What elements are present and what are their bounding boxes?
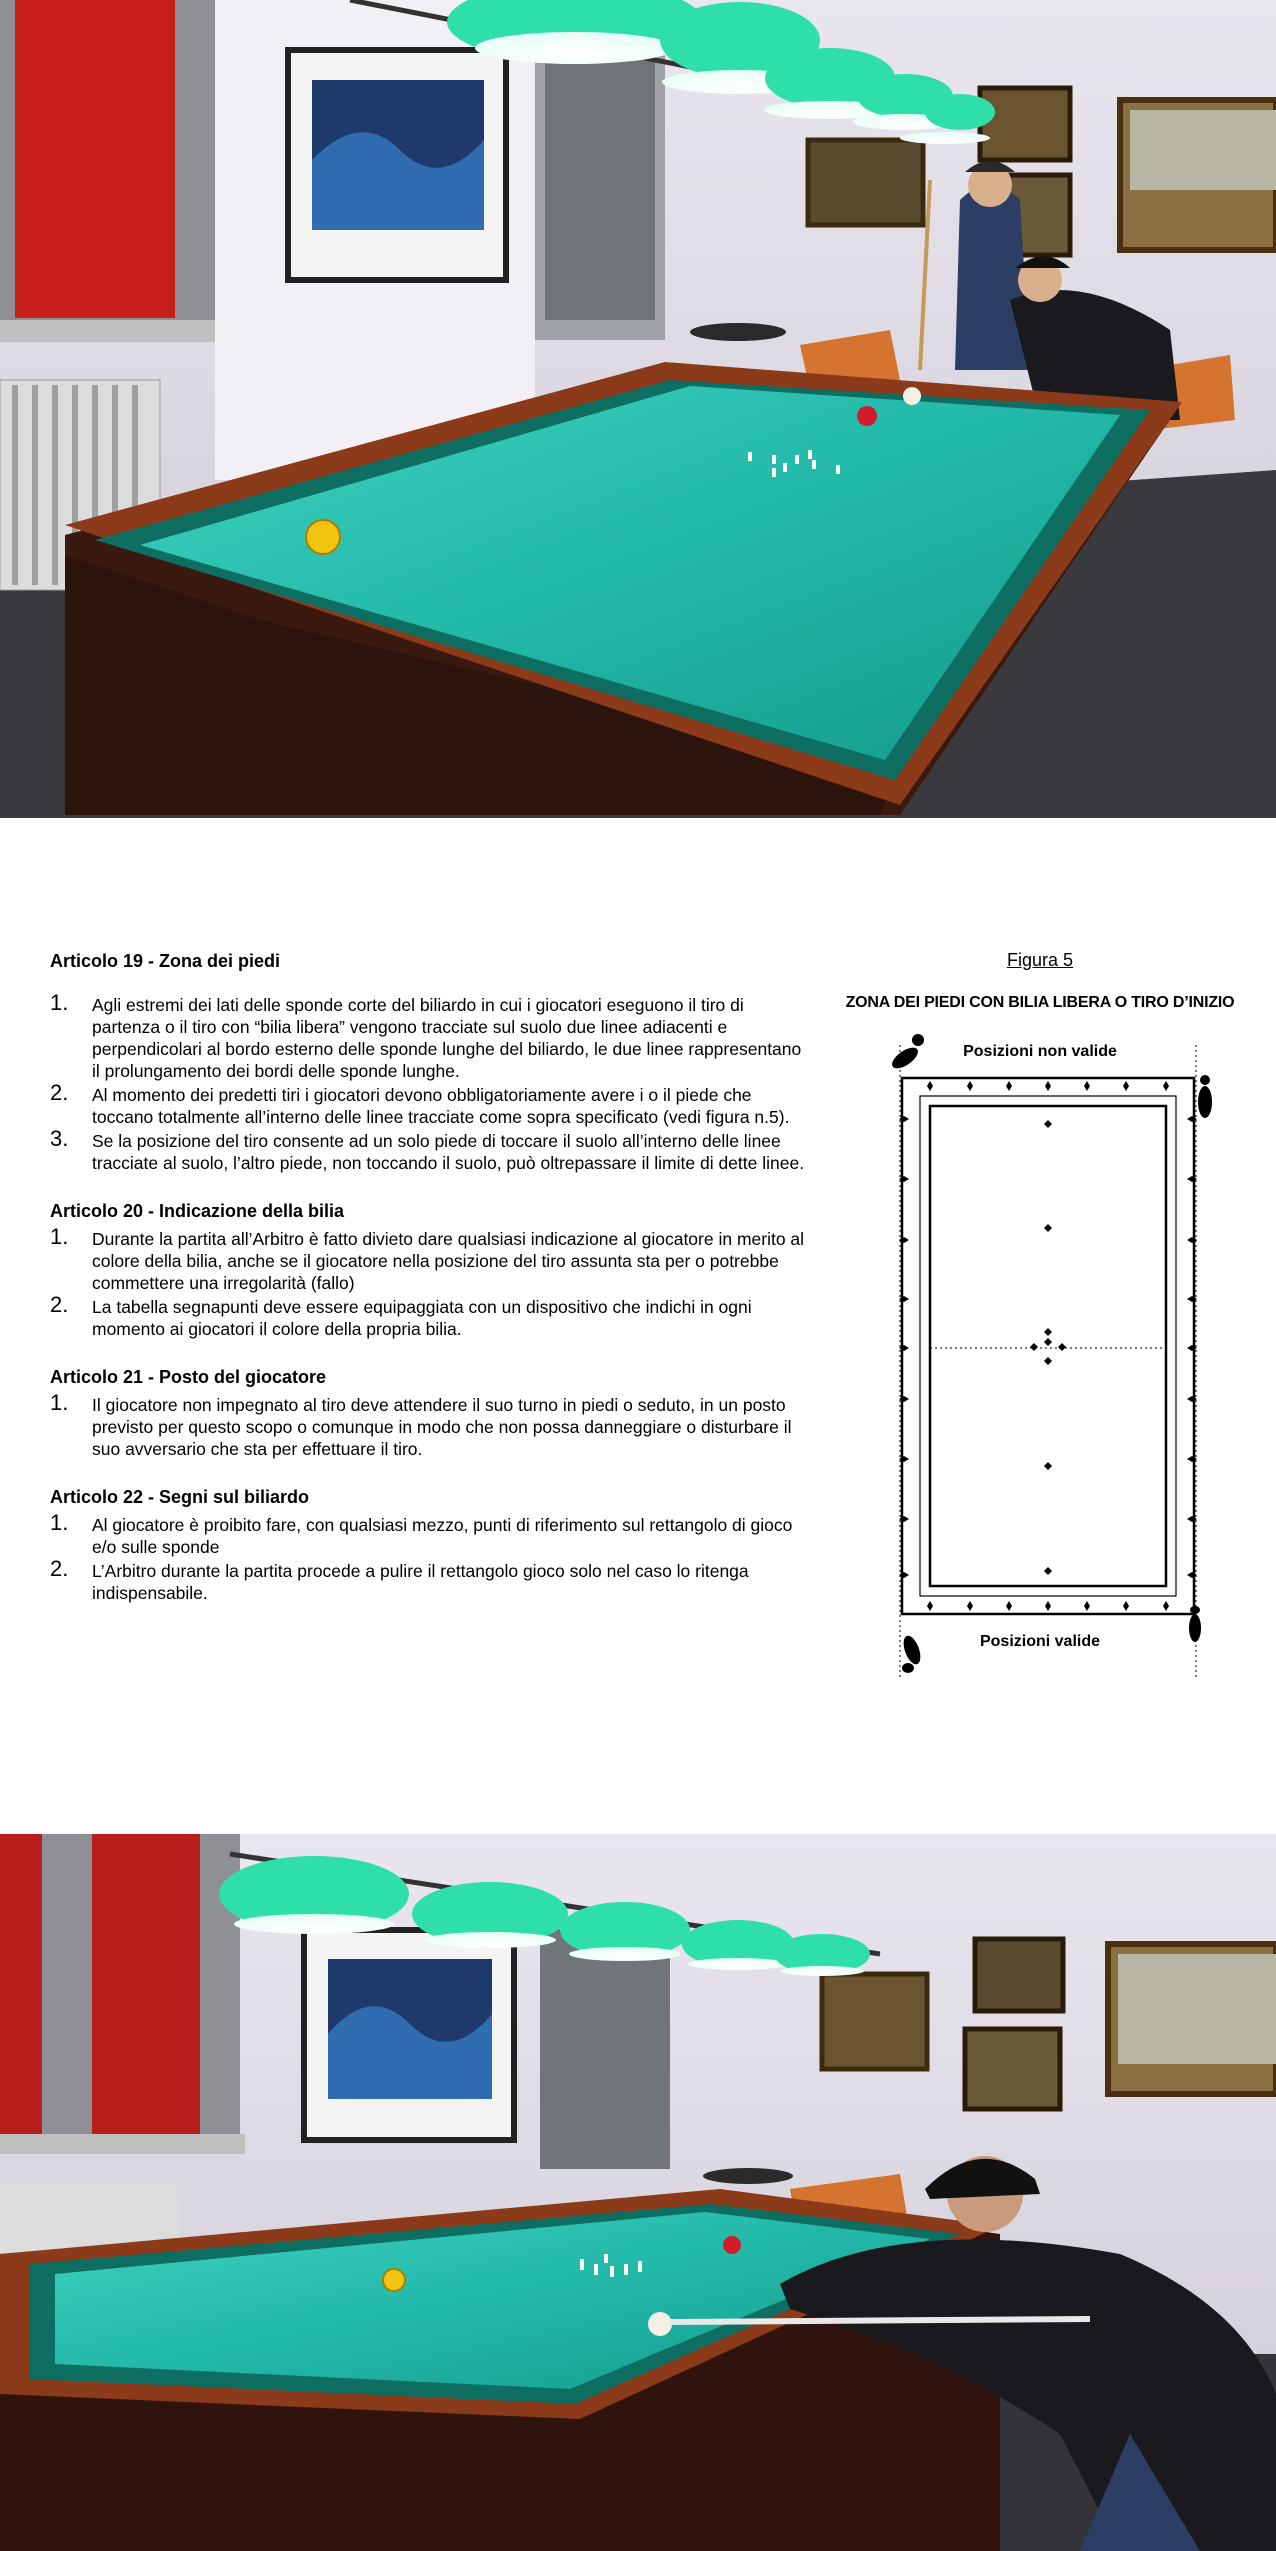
photo-billiard-room-bottom <box>0 1834 1276 2551</box>
item-number: 2. <box>50 1556 69 1581</box>
item-number: 2. <box>50 1080 69 1105</box>
list-item <box>50 1292 810 1340</box>
item-text: Se la posizione del tiro consente ad un solo piede di toccare il suolo all’interno delle linee tracciate al suolo, l’altro piede, non toccando il suolo, può oltrepassare il limite di dette linee. <box>92 1131 805 1173</box>
figure-5-diagram <box>820 950 1260 1690</box>
item-text: Agli estremi dei lati delle sponde corte del biliardo in cui i giocatori eseguono il tiro di partenza o il tiro con “bilia libera” vengono tracciate sul suolo due linee adiacenti e perpendicolari al bordo esterno delle sponde lunghe del biliardo, le due linee rappresentano il prolungamento dei bordi delle sponde lunghe. <box>92 995 802 1081</box>
article-title: Articolo 21 - Posto del giocatore <box>50 1367 327 1387</box>
label-valid-positions: Posizioni valide <box>979 1633 1101 1650</box>
item-number: 2. <box>50 1292 69 1317</box>
article-title: Articolo 20 - Indicazione della bilia <box>50 1201 345 1221</box>
list-item <box>50 990 810 1082</box>
item-text: Al momento dei predetti tiri i giocatori devono obbligatoriamente avere i o il piede che toccano totalmente all’interno delle linee tracciate come sopra specificato (vedi figura n.5). <box>92 1085 790 1127</box>
item-number: 3. <box>50 1126 69 1151</box>
photo-billiard-room-top <box>0 0 1276 818</box>
article-title: Articolo 19 - Zona dei piedi <box>50 951 281 971</box>
item-text: Il giocatore non impegnato al tiro deve attendere il suo turno in piedi o seduto, in un posto previsto per questo scopo o comunque in modo che non possa danneggiare o disturbare il suo avversario che sta per effettuare il tiro. <box>92 1395 792 1459</box>
item-number: 1. <box>50 1510 69 1535</box>
article-19 <box>50 950 810 1174</box>
item-text: La tabella segnapunti deve essere equipaggiata con un dispositivo che indichi in ogni momento ai giocatori il colore della propria bilia. <box>92 1297 752 1339</box>
billiard-photo-illustration <box>0 0 1276 818</box>
list-item <box>50 1556 810 1604</box>
item-text: L’Arbitro durante la partita procede a pulire il rettangolo gioco solo nel caso lo ritenga indispensabile. <box>92 1561 749 1603</box>
article-22 <box>50 1486 810 1604</box>
label-invalid-positions: Posizioni non valide <box>963 1043 1117 1060</box>
figure-caption: Figura 5 <box>1006 950 1074 970</box>
item-number: 1. <box>50 990 69 1015</box>
list-item <box>50 1224 810 1294</box>
list-item <box>50 1510 810 1558</box>
article-21 <box>50 1366 810 1460</box>
article-title: Articolo 22 - Segni sul biliardo <box>50 1487 310 1507</box>
billiard-photo-illustration <box>0 1834 1276 2551</box>
item-text: Durante la partita all’Arbitro è fatto divieto dare qualsiasi indicazione al giocatore in merito al colore della bilia, anche se il giocatore nella posizione del tiro assunta sta per o potrebbe commettere una irregolarità (fallo) <box>92 1229 805 1293</box>
item-number: 1. <box>50 1390 69 1415</box>
article-20 <box>50 1200 810 1340</box>
item-text: Al giocatore è proibito fare, con qualsiasi mezzo, punti di riferimento sul rettangolo di gioco e/o sulle sponde <box>92 1515 793 1557</box>
rules-text <box>50 950 810 1630</box>
list-item <box>50 1390 810 1460</box>
list-item <box>50 1080 810 1128</box>
footprint-icon <box>889 1034 1212 1673</box>
list-item <box>50 1126 810 1174</box>
item-number: 1. <box>50 1224 69 1249</box>
foot-zone-diagram <box>820 950 1260 1690</box>
figure-subtitle: ZONA DEI PIEDI CON BILIA LIBERA O TIRO D’INIZIO <box>845 994 1235 1011</box>
